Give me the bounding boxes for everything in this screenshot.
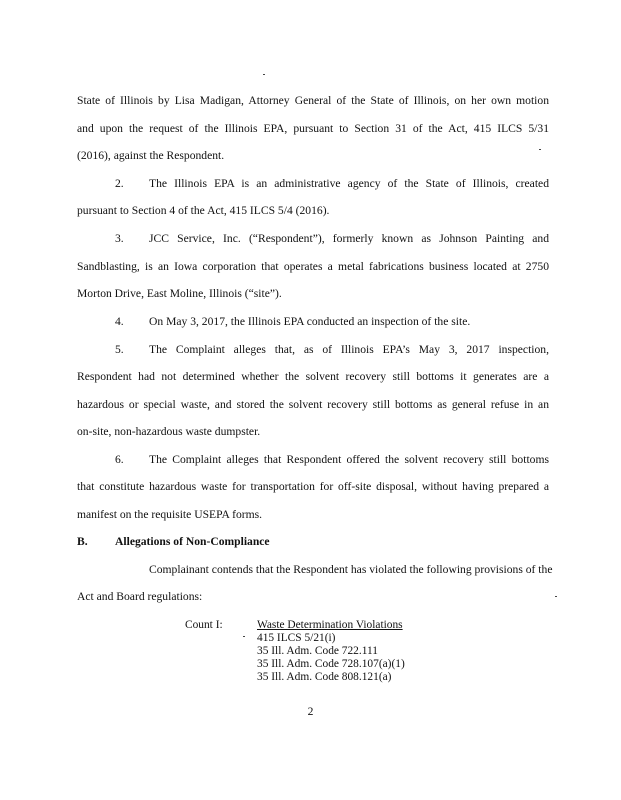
count-label: Count I: (185, 619, 223, 631)
count-title: Waste Determination Violations (257, 619, 403, 631)
paragraph-3-line-2: Sandblasting, is an Iowa corporation that operates a metal fabrications business located at 2750 (77, 260, 549, 273)
paragraph-2-line-2: pursuant to Section 4 of the Act, 415 ILCS 5/4 (2016). (77, 204, 330, 217)
continuation-line-3: (2016), against the Respondent. (77, 149, 225, 162)
continuation-line-1: State of Illinois by Lisa Madigan, Attorney General of the State of Illinois, on her own motion (77, 94, 549, 107)
page-number: 2 (307, 705, 314, 718)
section-b-intro-line-2: Act and Board regulations: (77, 590, 203, 603)
paragraph-5-first-line: The Complaint alleges that, as of Illinois EPA’s May 3, 2017 inspection, (149, 343, 549, 356)
paragraph-5-line-3: hazardous or special waste, and stored the solvent recovery still bottoms as general refuse in an (77, 398, 549, 411)
citation-4: 35 Ill. Adm. Code 808.121(a) (257, 671, 392, 683)
paragraph-4-number: 4. (115, 315, 124, 328)
paragraph-2-number: 2. (115, 177, 124, 190)
paragraph-2-first-line: The Illinois EPA is an administrative agency of the State of Illinois, created (149, 177, 549, 190)
paragraph-3-line-3: Morton Drive, East Moline, Illinois (“site”). (77, 287, 282, 300)
paragraph-6-line-2: that constitute hazardous waste for transportation for off-site disposal, without having prepared a (77, 480, 549, 493)
citation-1: 415 ILCS 5/21(i) (257, 632, 336, 644)
section-b-letter: B. (77, 535, 88, 548)
citation-2: 35 Ill. Adm. Code 722.111 (257, 645, 378, 657)
paragraph-6-number: 6. (115, 453, 124, 466)
paragraph-4-first-line: On May 3, 2017, the Illinois EPA conducted an inspection of the site. (149, 315, 471, 328)
scan-speck (243, 636, 245, 637)
paragraph-5-line-2: Respondent had not determined whether the solvent recovery still bottoms it generates are a (77, 370, 549, 383)
paragraph-5-line-4: on-site, non-hazardous waste dumpster. (77, 425, 261, 438)
citation-3: 35 Ill. Adm. Code 728.107(a)(1) (257, 658, 405, 670)
paragraph-6-first-line: The Complaint alleges that Respondent offered the solvent recovery still bottoms (149, 453, 549, 466)
scan-speck (555, 596, 557, 597)
paragraph-3-number: 3. (115, 232, 124, 245)
paragraph-5-number: 5. (115, 343, 124, 356)
scan-speck (263, 74, 265, 75)
section-b-heading: Allegations of Non-Compliance (115, 535, 270, 548)
paragraph-6-line-3: manifest on the requisite USEPA forms. (77, 508, 263, 521)
section-b-intro-first-line: Complainant contends that the Respondent has violated the following provisions of the (149, 563, 553, 576)
continuation-line-2: and upon the request of the Illinois EPA, pursuant to Section 31 of the Act, 415 ILCS 5/31 (77, 122, 549, 135)
paragraph-3-first-line: JCC Service, Inc. (“Respondent”), formerly known as Johnson Painting and (149, 232, 549, 245)
